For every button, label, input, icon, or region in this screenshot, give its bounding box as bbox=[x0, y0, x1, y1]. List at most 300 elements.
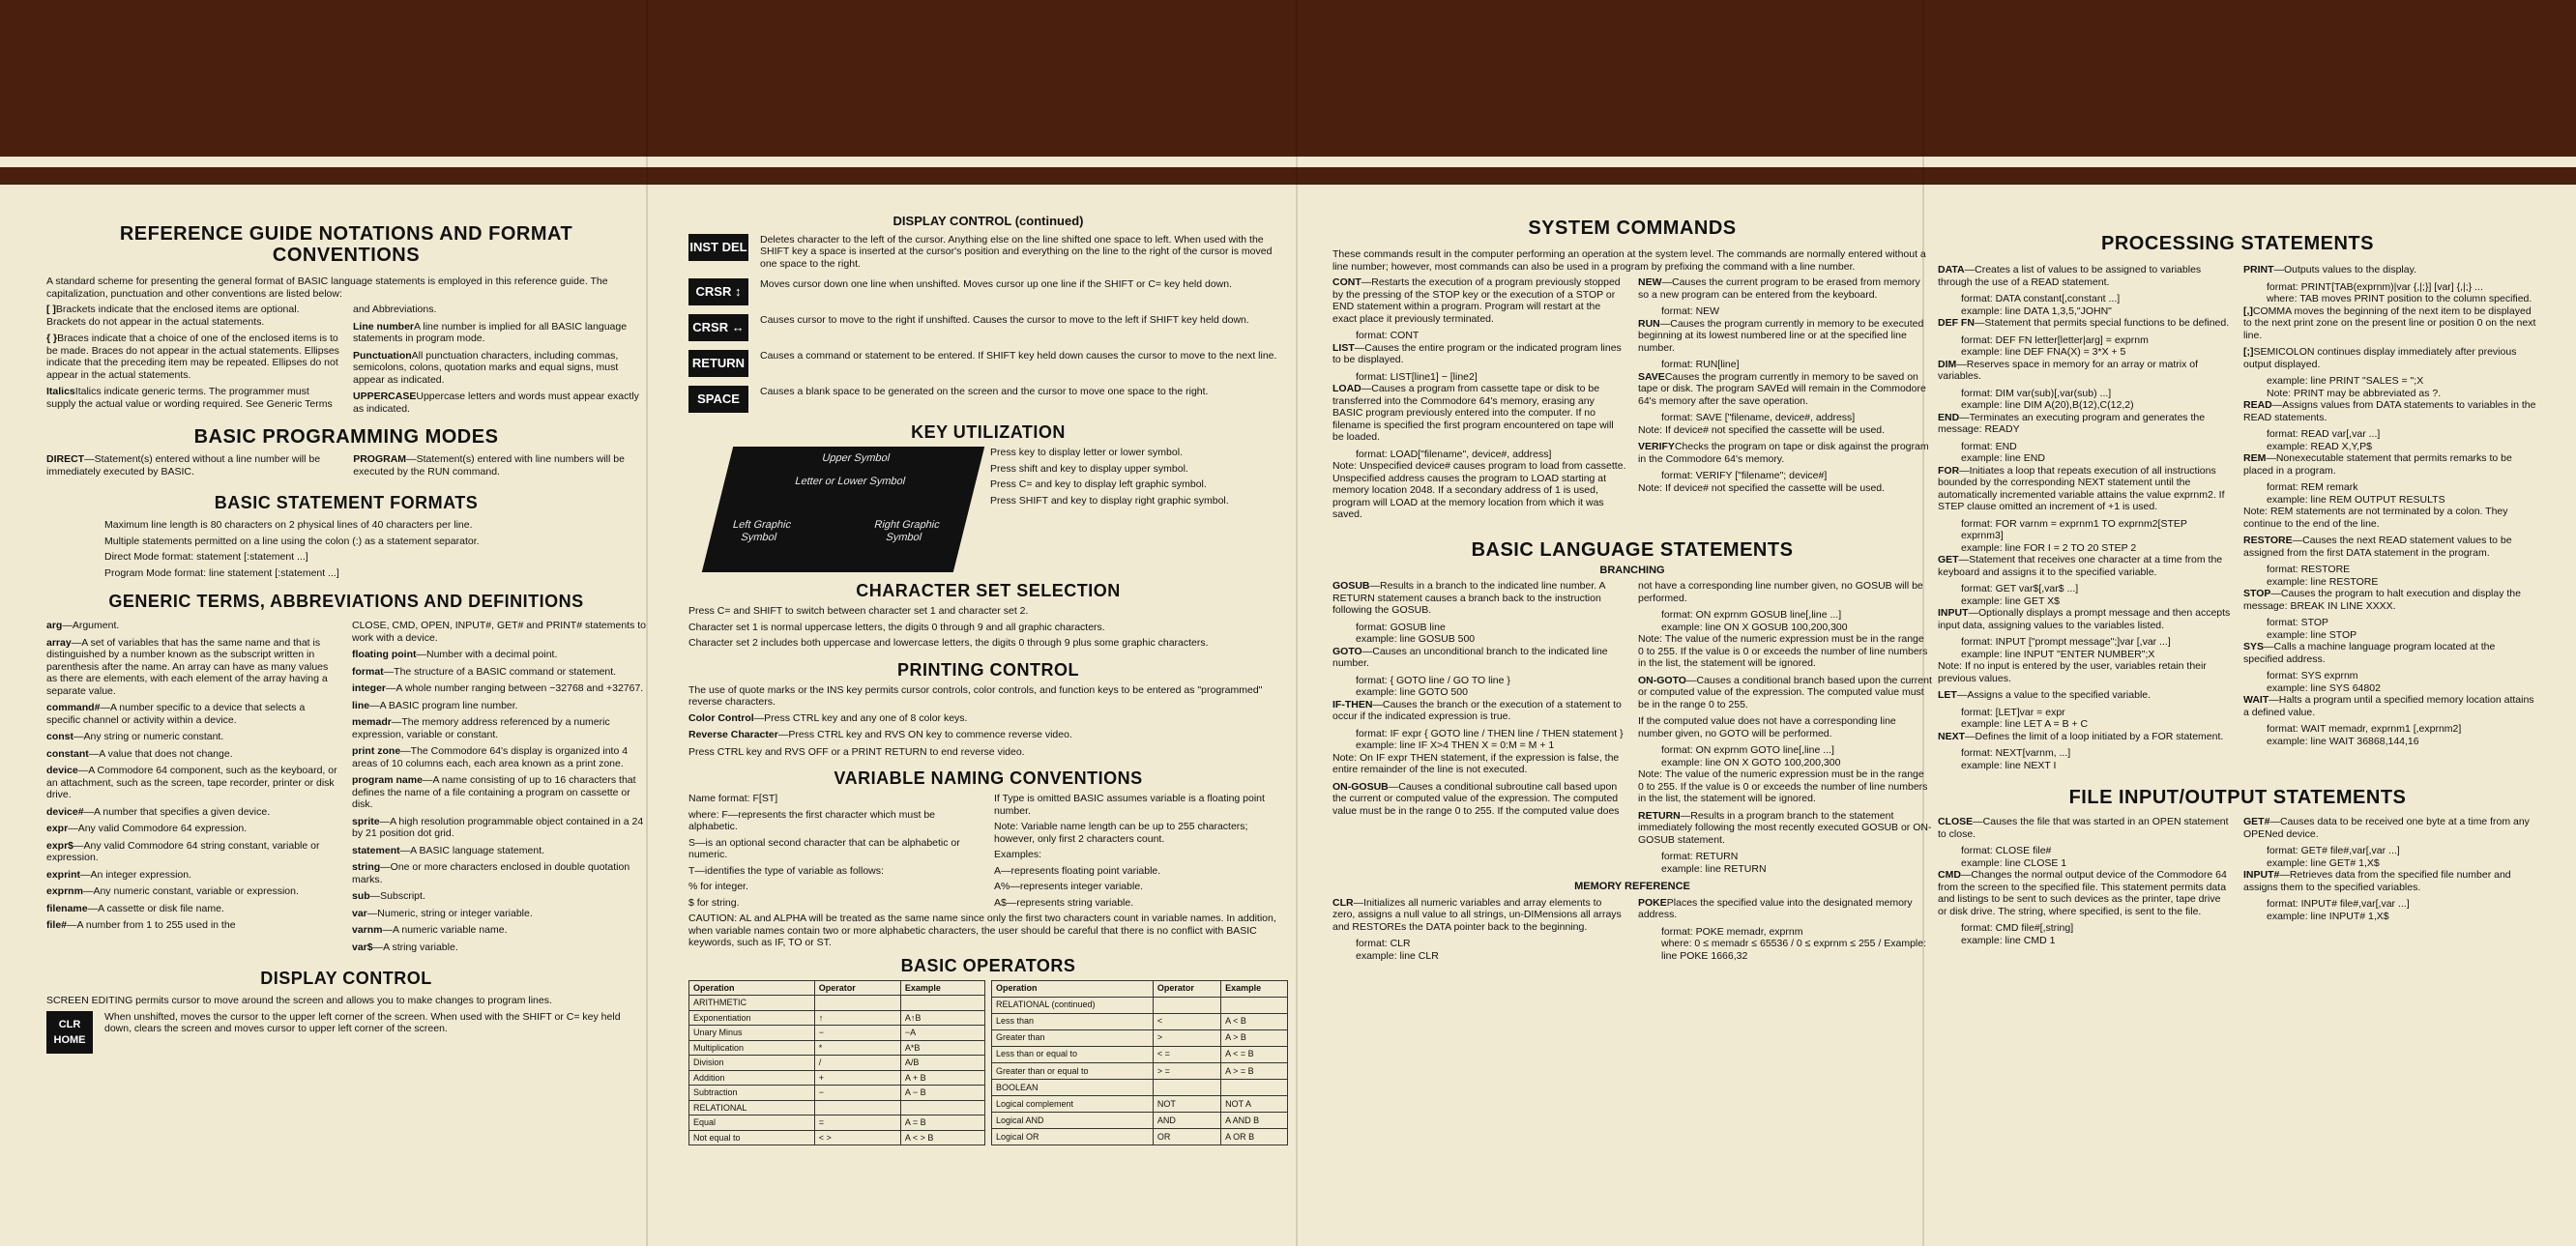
language-statement bbox=[1332, 699, 1626, 723]
processing-statement bbox=[1938, 317, 2232, 330]
generic-term-text: CLOSE, CMD, OPEN, INPUT#, GET# and PRINT# statements to work with a device. bbox=[352, 620, 646, 644]
title-processing-statements: PROCESSING STATEMENTS bbox=[2100, 233, 2374, 254]
ops-row bbox=[689, 996, 985, 1011]
processing-statement-text: —Defines the limit of a loop initiated by a FOR statement. bbox=[1965, 730, 2224, 742]
title-display-control-continued: DISPLAY CONTROL (continued) bbox=[893, 214, 1084, 228]
processing-statement bbox=[2243, 305, 2537, 342]
processing-statement-example: example: line WAIT 36868,144,16 bbox=[2267, 735, 2419, 747]
title-generic-terms: GENERIC TERMS, ABBREVIATIONS AND DEFINITIONS bbox=[108, 592, 584, 611]
system-command-format: format: SAVE ["filename, device#, address] bbox=[1661, 412, 1856, 423]
generic-term bbox=[46, 903, 340, 915]
processing-statement-format: format: WAIT memadr, exprnm1 [,exprnm2] bbox=[2267, 723, 2462, 735]
processing-statement-term: [,] bbox=[2243, 304, 2253, 317]
processing-statement bbox=[1938, 465, 2232, 513]
memory-statement-term: POKE bbox=[1638, 896, 1667, 909]
processing-statement-format: format: RESTORE bbox=[2267, 564, 2351, 575]
language-statement-text: Note: On IF expr THEN statement, if the expression is false, the entire remainder of the line is not executed. bbox=[1332, 751, 1620, 775]
ops-cell: A OR B bbox=[1221, 1128, 1288, 1145]
title-basic-operators: BASIC OPERATORS bbox=[900, 955, 1076, 975]
key-descriptions bbox=[688, 234, 1288, 414]
ops-cell bbox=[1221, 1079, 1288, 1095]
processing-statement-example: example: line INPUT "ENTER NUMBER";X bbox=[1961, 648, 2155, 660]
file-io-statement-term: INPUT# bbox=[2243, 869, 2280, 881]
ops-cell: + bbox=[814, 1070, 900, 1086]
language-statement-term: IF-THEN bbox=[1332, 698, 1373, 710]
ops-cell: A − B bbox=[900, 1086, 984, 1101]
ops-header-row bbox=[689, 980, 985, 996]
processing-statement-format: format: DATA constant[,constant ...] bbox=[1961, 293, 2121, 304]
ops-row bbox=[689, 1010, 985, 1026]
processing-statement-term: RESTORE bbox=[2243, 535, 2293, 546]
notation-entry-text: Braces indicate that a choice of one of the enclosed items is to be made. Braces do not appear in the actual statements. Ellipses indicate that the preceding item may be repeated. Ellipses do not appear in the actual statements. bbox=[46, 333, 339, 381]
ops-cell: Unary Minus bbox=[689, 1026, 815, 1041]
ops-header-cell: Operation bbox=[992, 980, 1154, 997]
processing-statement-term: STOP bbox=[2243, 588, 2271, 599]
title-basic-language: BASIC LANGUAGE STATEMENTS bbox=[1471, 538, 1794, 561]
language-statement-example: example: line GOSUB 500 bbox=[1356, 633, 1476, 645]
language-statement-text: not have a corresponding line number given, no GOSUB will be performed. bbox=[1638, 580, 1923, 604]
generic-term bbox=[46, 731, 340, 743]
processing-statement-term: NEXT bbox=[1938, 730, 1966, 742]
system-command bbox=[1332, 383, 1626, 444]
brown-stripe bbox=[0, 167, 2576, 185]
ops-cell: = bbox=[814, 1116, 900, 1131]
generic-term bbox=[352, 649, 646, 661]
notation-entry-term: Italics bbox=[46, 386, 75, 397]
key-utilization-list bbox=[990, 447, 1288, 510]
panel-system-commands bbox=[1332, 198, 1932, 1232]
ops-cell: A < > B bbox=[900, 1130, 984, 1145]
keycap: INST DEL bbox=[688, 234, 748, 261]
file-io-statement-format: format: CMD file#[,string] bbox=[1961, 922, 2074, 934]
ops-row bbox=[689, 1086, 985, 1101]
memory-statement-example: where: 0 ≤ memadr ≤ 65536 / 0 ≤ exprnm ≤ 255 / Example: line POKE 1666,32 bbox=[1661, 938, 1927, 962]
file-io-statement-text: —Retrieves data from the specified file number and assigns them to the specified variables. bbox=[2243, 869, 2511, 893]
file-io-statement-text: —Causes the file that was started in an OPEN statement to close. bbox=[1938, 816, 2229, 840]
ops-header-cell: Operation bbox=[689, 980, 815, 996]
ops-row bbox=[689, 1070, 985, 1086]
generic-term-text: —A number that specifies a given device. bbox=[83, 805, 271, 818]
generic-term-term: var bbox=[352, 907, 367, 919]
processing-statement-format: format: READ var[,var ...] bbox=[2267, 428, 2381, 440]
processing-statement-term: END bbox=[1938, 411, 1960, 423]
system-command-text: Note: Unspecified device# causes program to load from cassette. Unspecified address causes the program to LOAD starting at memory location 2048. If a secondary address of 1 is used, program will LOAD at the memory location from which it was saved. bbox=[1332, 460, 1626, 520]
title-printing-control: PRINTING CONTROL bbox=[897, 659, 1079, 680]
clr-home-description: When unshifted, moves the cursor to the upper left corner of the screen. When used with the SHIFT or C= key held down, clears the screen and moves cursor to upper left corner of the screen. bbox=[104, 1010, 621, 1034]
ops-cell: A > B bbox=[1221, 1029, 1288, 1046]
processing-statement-term: DEF FN bbox=[1938, 317, 1975, 329]
generic-term-term: format bbox=[352, 665, 384, 678]
processing-statement-format: format: DEF FN letter[letter|arg] = exprnm bbox=[1961, 333, 2149, 346]
generic-term-term: statement bbox=[352, 844, 400, 856]
title-character-set: CHARACTER SET SELECTION bbox=[856, 581, 1121, 600]
charset-line: Character set 1 is normal uppercase letters, the digits 0 through 9 and all graphic characters. bbox=[688, 621, 1105, 633]
printing-entry bbox=[688, 729, 1288, 741]
title-memory-reference: MEMORY REFERENCE bbox=[1574, 881, 1690, 892]
file-io-statement-term: CLOSE bbox=[1938, 816, 1974, 827]
mode-entry-term: PROGRAM bbox=[353, 453, 407, 465]
processing-statement-example: example: line LET A = B + C bbox=[1961, 718, 2089, 730]
system-command-text: —Causes a program from cassette tape or disk to be transferred into the Commodore 64's memory, erasing any BASIC program previously entered into the computer. If no filename is specified the first program encountered on tape will be loaded. bbox=[1332, 383, 1614, 443]
generic-term-text: —A name consisting of up to 16 characters that defines the name of a file containing a program on cassette or disk. bbox=[352, 774, 636, 810]
processing-statement-term: READ bbox=[2243, 399, 2272, 411]
title-variable-naming: VARIABLE NAMING CONVENTIONS bbox=[834, 768, 1143, 788]
system-command-text: —Causes the program currently in memory to be executed beginning at its lowest numbered line or at the specified line number. bbox=[1638, 317, 1924, 354]
processing-statement-term: SYS bbox=[2243, 641, 2265, 652]
ops-cell: Subtraction bbox=[689, 1086, 815, 1101]
notation-entry-text: Brackets indicate that the enclosed items are optional. Brackets do not appear in the actual statements. bbox=[46, 304, 300, 328]
processing-statement-term: LET bbox=[1938, 689, 1957, 701]
variable-naming-line: T—identifies the type of variable as follows: bbox=[688, 864, 884, 877]
system-command bbox=[1638, 318, 1932, 355]
generic-term bbox=[352, 682, 646, 695]
modes-list bbox=[46, 453, 646, 482]
processing-statement-example: example: line STOP bbox=[2267, 628, 2357, 641]
variable-naming-line: A$—represents string variable. bbox=[994, 896, 1134, 909]
ops-cell: A > = B bbox=[1221, 1062, 1288, 1079]
generic-term-text: —A numeric variable name. bbox=[382, 924, 508, 936]
processing-statement bbox=[1938, 689, 2232, 702]
ops-row bbox=[992, 1062, 1288, 1079]
intro-text: A standard scheme for presenting the general format of BASIC language statements is employed in this reference guide. The capitalization, punctuation and other conventions are listed below: bbox=[46, 275, 608, 300]
title-file-io: FILE INPUT/OUTPUT STATEMENTS bbox=[2068, 787, 2407, 808]
mode-entry bbox=[46, 453, 341, 478]
system-command bbox=[1638, 276, 1932, 301]
language-statement bbox=[1332, 646, 1626, 670]
system-command-format: format: LIST[line1] − [line2] bbox=[1356, 370, 1478, 383]
file-io-statement-format: format: INPUT# file#,var[,var ...] bbox=[2267, 898, 2410, 910]
language-statements-left bbox=[1332, 580, 1626, 875]
processing-statement bbox=[2243, 694, 2537, 718]
system-command-format: format: NEW bbox=[1661, 305, 1720, 317]
ops-row bbox=[689, 1056, 985, 1071]
generic-term bbox=[352, 666, 646, 679]
language-statement-example: example: line GOTO 500 bbox=[1356, 686, 1468, 698]
printing-entry-text: Press CTRL key and RVS OFF or a PRINT RETURN to end reverse video. bbox=[688, 745, 1025, 758]
memory-statement-text: Places the specified value into the designated memory address. bbox=[1638, 896, 1913, 920]
ops-row bbox=[689, 1026, 985, 1041]
notation-entry-text: All punctuation characters, including commas, semicolons, colons, quotation marks and equal signs, must appear as indicated. bbox=[353, 349, 619, 386]
language-statement bbox=[1638, 715, 1932, 739]
file-io-statement-text: —Changes the normal output device of the Commodore 64 from the screen to the specified file. This statement permits data and listings to be sent to such devices as the printer, tape drive or disk drive. The string, where specified, is sent to the file. bbox=[1938, 869, 2227, 917]
generic-term-text: —Any valid Commodore 64 string constant, variable or expression. bbox=[46, 839, 320, 863]
generic-term-text: —A value that does not change. bbox=[88, 747, 233, 760]
system-command-text: —Restarts the execution of a program previously stopped by the pressing of the STOP key or the execution of a STOP or END statement within a program. Program will restart at the exact place it previously terminated. bbox=[1332, 276, 1621, 325]
ops-cell: Not equal to bbox=[689, 1130, 815, 1145]
ops-cell: RELATIONAL (continued) bbox=[992, 997, 1154, 1013]
language-statement-format: format: RETURN bbox=[1661, 851, 1739, 862]
ops-cell: Less than or equal to bbox=[992, 1046, 1154, 1062]
processing-statement bbox=[2243, 399, 2537, 423]
system-command-term: CONT bbox=[1332, 276, 1361, 288]
system-command-text: —Causes the entire program or the indicated program lines to be displayed. bbox=[1332, 341, 1622, 365]
printing-entry-text: —Press CTRL key and RVS ON key to commence reverse video. bbox=[777, 729, 1072, 740]
variable-naming-line: If Type is omitted BASIC assumes variable is a floating point number. bbox=[994, 793, 1265, 817]
ops-cell: > bbox=[1153, 1029, 1220, 1046]
system-command-text: Note: If device# not specified the cassette will be used. bbox=[1638, 481, 1886, 494]
system-intro: These commands result in the computer performing an operation at the system level. The commands are normally entered without a line number; however, most commands can also be used in a program by prefixing the command with a line number. bbox=[1332, 248, 1926, 273]
generic-term-term: expr$ bbox=[46, 839, 74, 852]
system-command-text: Note: If device# not specified the cassette will be used. bbox=[1638, 423, 1886, 436]
language-statement-text: —Causes the branch or the execution of a statement to occur if the indicated expression is true. bbox=[1332, 698, 1622, 722]
language-statement bbox=[1638, 675, 1932, 711]
generic-terms-left bbox=[46, 620, 340, 958]
generic-term-text: —Numeric, string or integer variable. bbox=[366, 907, 533, 919]
system-command bbox=[1332, 460, 1626, 521]
generic-term bbox=[352, 816, 646, 840]
file-io-right bbox=[2243, 816, 2537, 946]
processing-statement-example: example: line DIM A(20),B(12),C(12,2) bbox=[1961, 399, 2134, 411]
generic-term-text: —Subscript. bbox=[369, 890, 425, 902]
ops-row bbox=[992, 1029, 1288, 1046]
notation-entry bbox=[353, 391, 646, 415]
ops-cell: < bbox=[1153, 1013, 1220, 1029]
printing-intro: The use of quote marks or the INS key permits cursor controls, color controls, and function keys to be entered as "programmed" reverse characters. bbox=[688, 683, 1263, 708]
variable-naming-line: Name format: F[ST] bbox=[688, 793, 778, 804]
subtitle-branching: BRANCHING bbox=[1599, 564, 1665, 576]
key-label-right-graphic: Right Graphic Symbol bbox=[872, 519, 942, 543]
format-line: Program Mode format: line statement [:statement ...] bbox=[104, 566, 339, 579]
charset-list bbox=[688, 605, 1288, 650]
file-io-statement-example: example: line INPUT# 1,X$ bbox=[2267, 910, 2389, 922]
mode-entry bbox=[353, 453, 646, 478]
system-command-text: Checks the program on tape or disk against the program in the Commodore 64's memory. bbox=[1638, 441, 1929, 465]
processing-statement-text: COMMA moves the beginning of the next item to be displayed to the next print zone on the present line or position 0 on the next line. bbox=[2243, 304, 2536, 341]
language-statement-term: ON-GOTO bbox=[1638, 674, 1686, 686]
language-statement-format: format: { GOTO line / GO TO line } bbox=[1356, 674, 1510, 686]
ops-cell: − bbox=[814, 1026, 900, 1041]
system-command-format: format: CONT bbox=[1356, 330, 1420, 341]
charset-line: Press C= and SHIFT to switch between character set 1 and character set 2. bbox=[688, 605, 1029, 617]
variable-naming-line: Examples: bbox=[994, 849, 1042, 860]
system-command-term: VERIFY bbox=[1638, 441, 1675, 452]
notation-entry-term: Punctuation bbox=[353, 349, 412, 362]
keycap: RETURN bbox=[688, 350, 748, 377]
ops-cell: Exponentiation bbox=[689, 1010, 815, 1026]
processing-statement-example: example: line RESTORE bbox=[2267, 575, 2379, 588]
memory-statement bbox=[1638, 897, 1932, 921]
ops-cell: ↑ bbox=[814, 1010, 900, 1026]
language-statement-text: —Results in a program branch to the statement immediately following the most recently executed GOSUB or ON-GOSUB statement. bbox=[1638, 809, 1932, 846]
processing-statement bbox=[2243, 506, 2537, 530]
notation-entry-term: { } bbox=[46, 333, 58, 344]
processing-statement-format: format: STOP bbox=[2267, 617, 2328, 628]
ops-cell: A/B bbox=[900, 1056, 984, 1071]
key-row bbox=[688, 278, 1288, 305]
ops-header-cell: Example bbox=[900, 980, 984, 996]
processing-statement-text: —Assigns values from DATA statements to variables in the READ statements. bbox=[2243, 399, 2536, 423]
panel-processing-statements bbox=[1938, 198, 2537, 1232]
generic-term bbox=[352, 942, 646, 954]
generic-term-text: —The structure of a BASIC command or statement. bbox=[383, 665, 617, 678]
language-statement-example: example: line RETURN bbox=[1661, 862, 1767, 875]
generic-term bbox=[352, 774, 646, 811]
key-row bbox=[688, 386, 1288, 413]
language-statement bbox=[1332, 781, 1626, 818]
processing-statement-text: —Initiates a loop that repeats execution of all instructions bounded by the corresponding NEXT statement until the automatically incremented variable attains the value exprnm2. If STEP clause omitted an increment of +1 is used. bbox=[1938, 464, 2225, 512]
ops-cell: Logical complement bbox=[992, 1095, 1154, 1112]
generic-term bbox=[352, 845, 646, 857]
generic-term-term: filename bbox=[46, 902, 88, 914]
processing-statement-term: PRINT bbox=[2243, 264, 2274, 275]
system-command bbox=[1332, 276, 1626, 325]
processing-statement-format: format: END bbox=[1961, 440, 2017, 452]
ops-header-cell: Operator bbox=[1153, 980, 1220, 997]
key-description: Causes cursor to move to the right if unshifted. Causes the cursor to move to the left if SHIFT key held down. bbox=[760, 314, 1249, 326]
ops-cell: Greater than or equal to bbox=[992, 1062, 1154, 1079]
generic-term bbox=[46, 840, 340, 864]
generic-term bbox=[352, 908, 646, 920]
generic-term-term: floating point bbox=[352, 649, 417, 660]
ops-row bbox=[992, 1112, 1288, 1128]
ops-cell: NOT A bbox=[1221, 1095, 1288, 1112]
processing-statement-term: DIM bbox=[1938, 358, 1957, 370]
generic-term-term: command# bbox=[46, 702, 101, 713]
ops-row bbox=[992, 1079, 1288, 1095]
processing-statement bbox=[2243, 264, 2537, 276]
system-command-format: format: RUN[line] bbox=[1661, 359, 1740, 370]
generic-term bbox=[352, 620, 646, 644]
ops-cell: Equal bbox=[689, 1116, 815, 1131]
notation-entry-term: UPPERCASE bbox=[353, 391, 417, 402]
processing-statement-format: format: DIM var(sub)[,var(sub) ...] bbox=[1961, 387, 2112, 399]
language-statement-example: example: line ON X GOTO 100,200,300 bbox=[1661, 756, 1841, 768]
ops-cell: A*B bbox=[900, 1040, 984, 1056]
processing-statement-format: example: line PRINT "SALES = ";X bbox=[2267, 375, 2424, 387]
processing-statement-text: —Statement that receives one character at a time from the keyboard and assigns it to the specified variable. bbox=[1938, 554, 2223, 578]
system-command-format: format: LOAD["filename", device#, address] bbox=[1356, 448, 1552, 460]
ops-cell: A < = B bbox=[1221, 1046, 1288, 1062]
generic-term-text: —A BASIC program line number. bbox=[369, 699, 518, 711]
keycap: SPACE bbox=[688, 386, 748, 413]
generic-term bbox=[46, 869, 340, 882]
ops-row bbox=[689, 1040, 985, 1056]
generic-term bbox=[46, 823, 340, 835]
generic-term-text: —A string variable. bbox=[372, 941, 458, 953]
ops-row bbox=[992, 1046, 1288, 1062]
printing-entry-term: Reverse Character bbox=[688, 729, 778, 740]
generic-term-text: —A high resolution programmable object contained in a 24 by 21 position dot grid. bbox=[352, 815, 644, 839]
key-description: Causes a command or statement to be entered. If SHIFT key held down causes the cursor to move to the next line. bbox=[760, 350, 1277, 362]
panel-display-control bbox=[688, 198, 1288, 1232]
system-command-term: LOAD bbox=[1332, 383, 1361, 394]
language-statement-term: GOSUB bbox=[1332, 580, 1370, 592]
file-io-statement bbox=[1938, 869, 2232, 917]
key-diagram bbox=[702, 447, 984, 572]
processing-statement-text: Note: REM statements are not terminated by a colon. They continue to the end of the line. bbox=[2243, 506, 2508, 530]
generic-term bbox=[46, 765, 340, 801]
processing-statement-term: [;] bbox=[2243, 346, 2254, 358]
format-line: Direct Mode format: statement [:statement ...] bbox=[104, 551, 308, 563]
processing-statement-example: example: line REM OUTPUT RESULTS bbox=[2267, 493, 2445, 506]
file-io-statement-term: GET# bbox=[2243, 816, 2270, 827]
memory-statement-format: format: POKE memadr, exprnm bbox=[1661, 925, 1803, 938]
language-statement-term: RETURN bbox=[1638, 809, 1681, 822]
language-statement-text: Note: The value of the numeric expression must be in the range 0 to 255. If the value is 0 or exceeds the number of line numbers in the list, the statement will be ignored. bbox=[1638, 768, 1928, 804]
generic-term-term: const bbox=[46, 731, 74, 742]
generic-term bbox=[46, 637, 340, 698]
system-command bbox=[1638, 371, 1932, 408]
mode-entry-text: —Statement(s) entered without a line number will be immediately executed by BASIC. bbox=[46, 453, 321, 478]
generic-term-term: device# bbox=[46, 805, 84, 818]
processing-statement-text: —Reserves space in memory for an array or matrix of variables. bbox=[1938, 358, 2198, 382]
variable-naming-line: A%—represents integer variable. bbox=[994, 881, 1144, 892]
generic-term-text: —A set of variables that has the same name and that is distinguished by a number known as the subscript written in parenthesis after the name. An array can have as many values as there are elements, with each element of the array having a separate value. bbox=[46, 636, 329, 697]
ops-cell: − bbox=[814, 1086, 900, 1101]
generic-term bbox=[352, 861, 646, 885]
memory-reference-right bbox=[1638, 897, 1932, 963]
processing-statement-term: WAIT bbox=[2243, 694, 2269, 706]
memory-reference-left bbox=[1332, 897, 1626, 963]
generic-term-term: memadr bbox=[352, 716, 392, 728]
processing-statement-format: format: FOR varnm = exprnm1 TO exprnm2[STEP exprnm3] bbox=[1961, 517, 2187, 541]
language-statement-text: If the computed value does not have a corresponding line number given, no GOTO will be performed. bbox=[1638, 715, 1896, 739]
processing-statement-example: example: line DATA 1,3,5,"JOHN" bbox=[1961, 304, 2112, 317]
key-row bbox=[688, 314, 1288, 341]
variable-naming-right bbox=[994, 793, 1288, 913]
ops-header-cell: Operator bbox=[814, 980, 900, 996]
memory-statement bbox=[1332, 897, 1626, 934]
variable-naming-line: % for integer. bbox=[688, 881, 748, 892]
language-statement-format: format: ON exprnm GOSUB line[,line ...] bbox=[1661, 609, 1842, 621]
generic-term-text: —A number from 1 to 255 used in the bbox=[67, 919, 236, 931]
notation-entry bbox=[353, 350, 646, 387]
variable-naming-left bbox=[688, 793, 982, 913]
generic-term-term: arg bbox=[46, 620, 63, 631]
key-row bbox=[688, 234, 1288, 271]
processing-statement-example: example: line SYS 64802 bbox=[2267, 681, 2381, 694]
system-command-text: Causes the program currently in memory to be saved on tape or disk. The program SAVEd will remain in the Commodore 64's memory after the save operation. bbox=[1638, 370, 1926, 407]
processing-statement-text: —Statement that permits special functions to be defined. bbox=[1974, 317, 2230, 329]
processing-statement bbox=[1938, 412, 2232, 436]
generic-term-term: sub bbox=[352, 890, 370, 902]
variable-naming-line: $ for string. bbox=[688, 896, 740, 909]
processing-left bbox=[1938, 264, 2232, 771]
ops-cell: Logical OR bbox=[992, 1128, 1154, 1145]
system-command-text: —Causes the current program to be erased from memory so a new program can be entered from the keyboard. bbox=[1638, 276, 1920, 301]
processing-statement-term: DATA bbox=[1938, 264, 1965, 275]
ops-cell: Less than bbox=[992, 1013, 1154, 1029]
generic-term bbox=[46, 748, 340, 761]
ops-cell: < > bbox=[814, 1130, 900, 1145]
ops-cell: A AND B bbox=[1221, 1112, 1288, 1128]
key-utilization-line: Press C= and key to display left graphic symbol. bbox=[990, 478, 1207, 490]
generic-term-text: —A number specific to a device that selects a specific channel or activity within a device. bbox=[46, 702, 306, 726]
language-statement-format: format: ON exprnm GOTO line[,line ...] bbox=[1661, 744, 1834, 756]
generic-term bbox=[352, 890, 646, 903]
generic-term-text: —The memory address referenced by a numeric expression, variable or constant. bbox=[352, 716, 610, 740]
notations-list bbox=[46, 304, 646, 415]
generic-term-text: —An integer expression. bbox=[80, 868, 191, 881]
notation-entry-term: Line number bbox=[353, 320, 415, 333]
generic-term-term: array bbox=[46, 636, 72, 649]
generic-term-term: file# bbox=[46, 919, 68, 931]
processing-statement-example: example: line FOR I = 2 TO 20 STEP 2 bbox=[1961, 541, 2137, 554]
generic-term-text: —A cassette or disk file name. bbox=[87, 902, 224, 914]
generic-term bbox=[352, 745, 646, 769]
ops-row bbox=[992, 1128, 1288, 1145]
file-io-statement-format: format: GET# file#,var[,var ...] bbox=[2267, 845, 2400, 856]
processing-statement bbox=[2243, 641, 2537, 665]
processing-statement bbox=[2243, 535, 2537, 559]
processing-statement-term: GET bbox=[1938, 554, 1959, 565]
operators-table-left bbox=[688, 980, 985, 1146]
generic-term-term: integer bbox=[352, 682, 387, 694]
memory-statement-text: —Initializes all numeric variables and array elements to zero, assigns a null value to all strings, un-DIMensions all arrays and RESTOREs the DATA pointer back to the beginning. bbox=[1332, 896, 1622, 933]
ops-cell: A = B bbox=[900, 1116, 984, 1131]
ops-cell bbox=[1153, 997, 1220, 1013]
processing-statement-text: —Halts a program until a specified memory location attains a defined value. bbox=[2243, 694, 2534, 718]
